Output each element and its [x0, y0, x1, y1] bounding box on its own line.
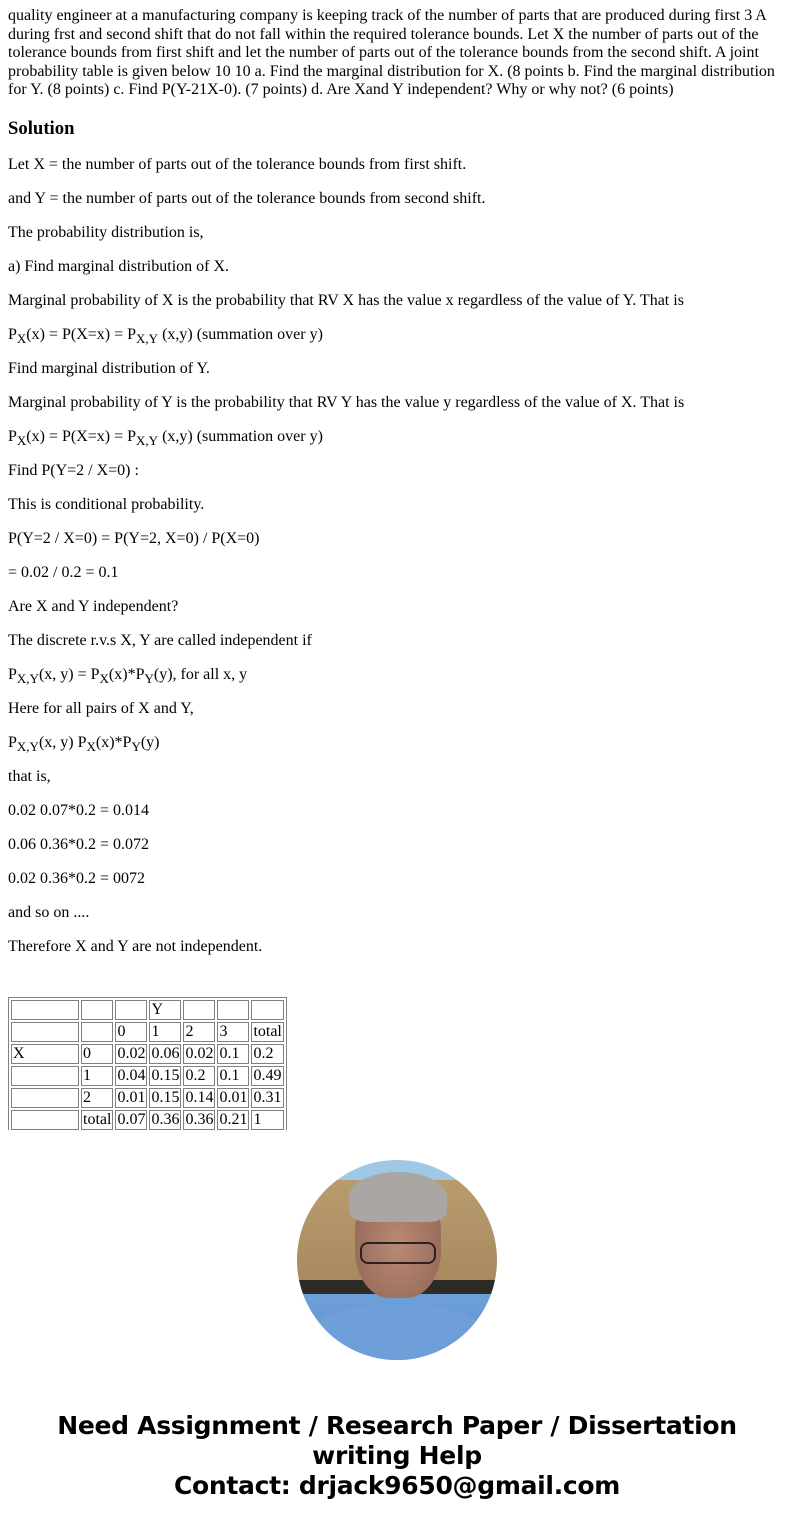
table-row [11, 1110, 284, 1130]
table-cell [11, 1000, 79, 1020]
table-cell [251, 1000, 283, 1020]
author-avatar [297, 1160, 497, 1360]
table-cell: 3 [217, 1022, 249, 1042]
table-cell: 0.31 [251, 1088, 283, 1108]
distribution-intro: The probability distribution is, [8, 223, 204, 241]
conditional-result: = 0.02 / 0.2 = 0.1 [8, 563, 119, 581]
table-cell: 0.21 [219, 1111, 248, 1128]
and-so-on: and so on .... [8, 903, 90, 921]
table-cell [183, 1000, 215, 1020]
table-row [11, 1000, 284, 1020]
table-cell: 0.01 [117, 1089, 146, 1106]
that-is: that is, [8, 767, 51, 785]
joint-probability-table-container [8, 997, 287, 1130]
conditional-note: This is conditional probability. [8, 495, 205, 513]
check-3: 0.02 0.36*0.2 = 0072 [8, 869, 146, 887]
conditional-formula: P(Y=2 / X=0) = P(Y=2, X=0) / P(X=0) [8, 529, 260, 547]
table-cell [115, 1000, 147, 1020]
independence-formula: $P_{X,Y}(x$, $y) = P_X(x)*P_Y(y)$, for all x, y [8, 665, 248, 686]
table-cell: X [11, 1044, 79, 1064]
table-cell [217, 1000, 249, 1020]
table-cell: 0.02 [117, 1045, 146, 1062]
joint-probability-table [8, 997, 287, 1130]
table-cell: 0.15 [151, 1089, 180, 1106]
table-cell: 1 [251, 1110, 283, 1130]
part-d-heading: Are X and Y independent? [8, 597, 179, 615]
not-equal-formula: $P_{X,Y}(x$, y) $P_X(x)*P_Y(y)$ [8, 733, 160, 754]
table-row [11, 1066, 284, 1086]
table-cell: 0 [81, 1044, 113, 1064]
banner-contact: Contact: drjack9650@gmail.com [173, 1471, 621, 1500]
definition-x: Let X = the number of parts out of the tolerance bounds from first shift. [8, 155, 467, 173]
table-cell: 2 [81, 1088, 113, 1108]
table-cell: 0.15 [151, 1067, 180, 1084]
part-c-heading: Find P(Y=2 / X=0) : [8, 461, 139, 479]
definition-y: and Y = the number of parts out of the tolerance bounds from second shift. [8, 189, 486, 207]
marginal-x-text: Marginal probability of X is the probability that RV X has the value x regardless of the value of Y. That is [8, 291, 684, 309]
pairs-note: Here for all pairs of X and Y, [8, 699, 194, 717]
table-cell [11, 1088, 79, 1108]
document-body [0, 7, 794, 956]
conclusion: Therefore X and Y are not independent. [8, 937, 263, 955]
table-cell: 0.06 [151, 1045, 180, 1062]
table-row [11, 1044, 284, 1064]
avatar-hair [349, 1172, 447, 1222]
part-b-heading: Find marginal distribution of Y. [8, 359, 210, 377]
table-cell: Y [149, 1000, 181, 1020]
table-cell: 2 [183, 1022, 215, 1042]
table-cell [81, 1000, 113, 1020]
avatar-glasses [360, 1242, 436, 1264]
table-cell: 0 [115, 1022, 147, 1042]
table-cell: total [83, 1111, 112, 1128]
table-cell: 0.2 [183, 1066, 215, 1086]
table-cell [81, 1022, 113, 1042]
table-cell: 0.07 [117, 1111, 146, 1128]
table-row [11, 1022, 284, 1042]
table-cell: 0.02 [185, 1045, 214, 1062]
table-cell: 0.2 [251, 1044, 283, 1064]
avatar-shirt [312, 1305, 482, 1360]
table-cell [11, 1110, 79, 1130]
check-1: 0.02 0.07*0.2 = 0.014 [8, 801, 150, 819]
table-cell: 0.04 [117, 1067, 146, 1084]
table-cell: 1 [81, 1066, 113, 1086]
table-cell [11, 1066, 79, 1086]
table-cell: 0.1 [217, 1066, 249, 1086]
question-text: quality engineer at a manufacturing company is keeping track of the number of parts that are produced during first 3 A during frst and second shift that do not fall within the required tolerance bounds. Let X the number of parts out of the tolerance bounds from first shift and let the number of parts out of the tolerance bounds from the second shift. A joint probability table is given below 10 10 a. Find the marginal distribution for X. (8 points b. Find the marginal distribution for Y. (8 points) c. Find P(Y-21X-0). (7 points) d. Are Xand Y independent? Why or why not? (6 points) [8, 7, 775, 98]
table-cell: 1 [149, 1022, 181, 1042]
contact-banner [0, 1411, 794, 1501]
marginal-x-formula: $P_X(x) = P(X=x) = P_{X,Y}$ (x,y) (summation over y) [8, 325, 323, 346]
table-row [11, 1088, 284, 1108]
table-cell: total [253, 1023, 282, 1040]
table-cell: 0.01 [219, 1089, 248, 1106]
solution-heading: Solution [8, 117, 75, 139]
independence-definition: The discrete r.v.s X, Y are called independent if [8, 631, 312, 649]
table-cell: 0.36 [151, 1111, 180, 1128]
table-cell [11, 1022, 79, 1042]
banner-line-2: writing Help [312, 1441, 482, 1470]
table-cell: 0.1 [217, 1044, 249, 1064]
table-cell: 0.49 [251, 1066, 283, 1086]
table-cell: 0.14 [185, 1089, 214, 1106]
banner-line-1: Need Assignment / Research Paper / Dissertation [57, 1411, 737, 1440]
table-cell: 0.36 [185, 1111, 214, 1128]
part-a-heading: a) Find marginal distribution of X. [8, 257, 230, 275]
check-2: 0.06 0.36*0.2 = 0.072 [8, 835, 150, 853]
marginal-y-text: Marginal probability of Y is the probability that RV Y has the value y regardless of the value of X. That is [8, 393, 685, 411]
marginal-y-formula: $P_X(x) = P(X=x) = P_{X,Y}$ (x,y) (summation over y) [8, 427, 323, 448]
